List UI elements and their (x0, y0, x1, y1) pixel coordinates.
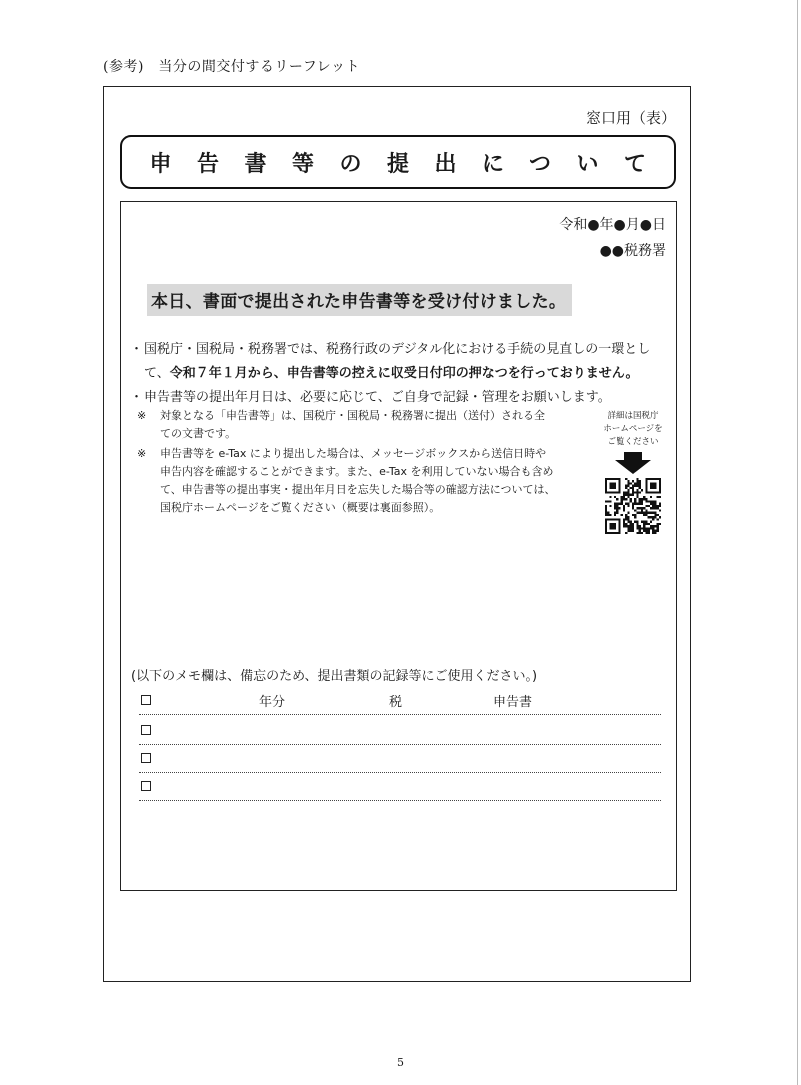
note-text: 申告書等を e-Tax により提出した場合は、メッセージボックスから送信日時や (160, 447, 547, 460)
headline: 本日、書面で提出された申告書等を受け付けました。 (147, 284, 572, 316)
tax-office-name: ●●税務署 (599, 243, 666, 259)
bullet-mark: ・ (130, 390, 144, 405)
leaflet-title: 申告書等の提出について (149, 151, 672, 177)
bullet-text: 申告書等の提出年月日は、必要に応じて、ご自身で記録・管理をお願いします。 (144, 390, 611, 405)
notice-box (120, 201, 677, 891)
bullet-item (130, 386, 611, 405)
note-item (137, 407, 545, 443)
note-text: て、申告書等の提出事実・提出年月日を忘失した場合等の確認方法については、 (160, 483, 556, 496)
bullet-text-continued (144, 362, 639, 381)
checkbox-icon[interactable] (141, 781, 151, 791)
bullet-item (130, 338, 650, 357)
memo-year-label: 年分 (259, 695, 286, 710)
memo-row (139, 690, 661, 715)
qr-code-icon[interactable] (605, 478, 661, 534)
memo-intro: (以下のメモ欄は、備忘のため、提出書類の記録等にご使用ください。) (131, 669, 538, 684)
memo-form-label: 申告書 (493, 695, 533, 710)
memo-row (139, 720, 661, 745)
page-caption: (参考) 当分の間交付するリーフレット (103, 59, 361, 75)
note-text: 対象となる「申告書等」は、国税庁・国税局・税務署に提出（送付）される全 (160, 409, 545, 422)
qr-caption: 詳細は国税庁 ホームページを ご覧ください (603, 411, 663, 447)
checkbox-icon[interactable] (141, 695, 151, 705)
note-mark: ※ (137, 409, 147, 422)
page-number: 5 (397, 1056, 404, 1069)
bullet-text: 国税庁・国税局・税務署では、税務行政のデジタル化における手続の見直しの一環とし (144, 342, 651, 357)
note-item (137, 445, 556, 517)
checkbox-icon[interactable] (141, 753, 151, 763)
title-box (120, 135, 676, 189)
note-text: ての文書です。 (160, 427, 237, 440)
bullet-text-prefix: て、 (144, 366, 170, 381)
note-text: 申告内容を確認することができます。また、e-Tax を利用していない場合も含め (160, 465, 554, 478)
checkbox-icon[interactable] (141, 725, 151, 735)
qr-link-block (599, 410, 667, 534)
page-edge-line (797, 0, 798, 1085)
bullet-text-emphasis: 令和７年１月から、申告書等の控えに収受日付印の押なつを行っておりません。 (169, 366, 639, 381)
note-mark: ※ (137, 447, 147, 460)
date-line: 令和●年●月●日 (559, 217, 666, 233)
bullet-mark: ・ (130, 342, 144, 357)
counter-label: 窓口用（表） (585, 109, 676, 127)
note-text: 国税庁ホームページをご覧ください（概要は裏面参照）。 (160, 501, 441, 514)
arrow-down-icon (615, 452, 651, 474)
memo-row (139, 776, 661, 801)
leaflet-frame (103, 86, 691, 982)
memo-tax-label: 税 (389, 695, 403, 710)
memo-row (139, 748, 661, 773)
